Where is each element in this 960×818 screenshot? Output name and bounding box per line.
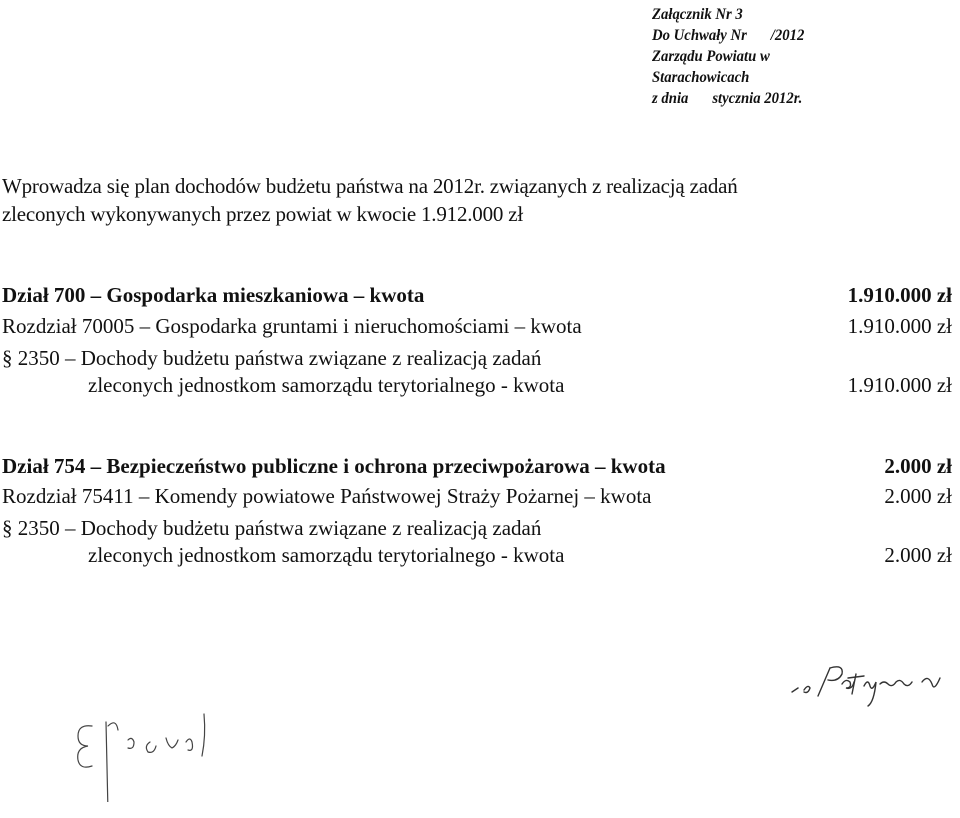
- date-label: z dnia: [652, 90, 689, 107]
- signature-right: [790, 660, 960, 720]
- resolution-line: [652, 25, 928, 46]
- section2-rozdzial-label: Rozdział 75411 – Komendy powiatowe Państwowej Straży Pożarnej – kwota: [2, 484, 652, 508]
- section2-dzial-label: Dział 754 – Bezpieczeństwo publiczne i ochrona przeciwpożarowa – kwota: [2, 454, 666, 478]
- date-month-year: stycznia 2012r.: [712, 90, 803, 107]
- section1-rozdzial-label: Rozdział 70005 – Gospodarka gruntami i nieruchomościami – kwota: [2, 314, 582, 338]
- section1-paragraf-label-2: zleconych jednostkom samorządu terytorialnego - kwota: [88, 373, 565, 397]
- section2-paragraf-amount: 2.000 zł: [884, 543, 952, 567]
- section1-paragraf-label: § 2350 – Dochody budżetu państwa związane z realizacją zadań: [2, 346, 542, 370]
- signature-left: [62, 712, 232, 802]
- attachment-number: Załącznik Nr 3: [652, 6, 743, 23]
- date-line: [652, 88, 928, 109]
- resolution-label: Do Uchwały Nr: [652, 27, 747, 44]
- section2-paragraf-label-2: zleconych jednostkom samorządu terytorialnego - kwota: [88, 543, 565, 567]
- section1-paragraf-amount: 1.910.000 zł: [847, 373, 952, 397]
- intro-line-1: Wprowadza się plan dochodów budżetu państwa na 2012r. związanych z realizacją zadań: [2, 174, 738, 198]
- section1-dzial-label: Dział 700 – Gospodarka mieszkaniowa – kwota: [2, 283, 425, 307]
- section1-rozdzial-amount: 1.910.000 zł: [847, 314, 952, 338]
- intro-paragraph: [2, 172, 952, 228]
- intro-line-2: zleconych wykonywanych przez powiat w kwocie 1.912.000 zł: [2, 202, 524, 226]
- section2-dzial-amount: 2.000 zł: [884, 454, 952, 478]
- county-line: Starachowicach: [652, 69, 750, 86]
- board-line: Zarządu Powiatu w: [652, 48, 770, 65]
- attachment-header: [652, 4, 928, 109]
- section2-paragraf-label: § 2350 – Dochody budżetu państwa związane z realizacją zadań: [2, 516, 542, 540]
- resolution-year: /2012: [770, 27, 805, 44]
- section2-rozdzial-amount: 2.000 zł: [884, 484, 952, 508]
- section1-dzial-amount: 1.910.000 zł: [847, 283, 952, 307]
